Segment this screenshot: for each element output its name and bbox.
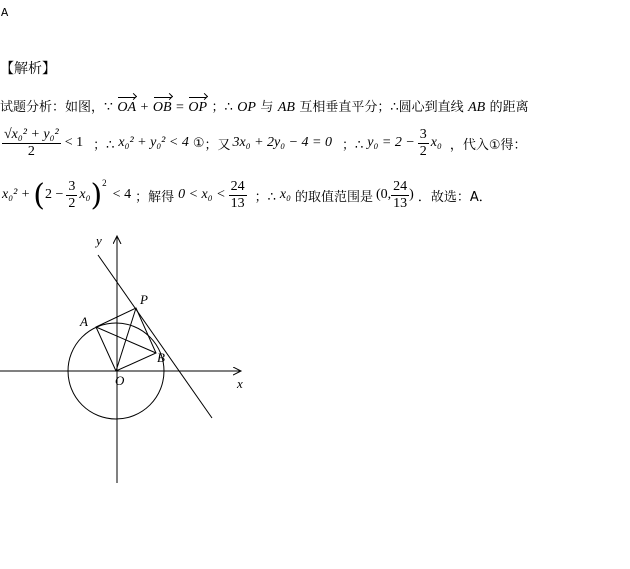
distance-numerator: √x₀² + y₀²: [4, 126, 59, 142]
geometry-figure: [0, 228, 260, 488]
range-fraction: $\frac{24}{13}$: [230, 178, 245, 211]
also-text: ；又: [204, 137, 231, 153]
line-equation: 3x₀ + 2y₀ − 4 = 0: [232, 135, 333, 150]
line-l: [98, 255, 212, 418]
three-halves: $\frac{3}{2}$: [419, 126, 427, 159]
distance-text: 的距离: [489, 100, 529, 115]
solve-text: ；解得: [135, 189, 175, 205]
solution-line-3: [2, 170, 492, 220]
range-text: 的取值范围是: [294, 189, 373, 205]
diagonal-ab: [96, 327, 156, 353]
lt-four: < 4: [112, 187, 132, 202]
y0-expression: y₀ = 2 −: [367, 135, 415, 150]
section-title: 【解析】: [0, 61, 56, 77]
therefore-3: ；∴: [342, 137, 364, 153]
label-o: O: [115, 373, 125, 388]
x0-term-2: x₀: [79, 187, 91, 202]
three-halves-2: $\frac{3}{2}$: [68, 178, 76, 211]
therefore-2: ；∴: [93, 137, 115, 153]
x0-variable: x₀: [279, 187, 291, 202]
solution-line-2: [2, 118, 527, 168]
label-p: P: [140, 292, 148, 307]
bisect-text: 互相垂直平分；∴圆心到直线: [299, 100, 464, 115]
right-paren: ): [90, 177, 103, 213]
label-b: B: [157, 350, 165, 365]
range-inequality: 0 < x₀ <: [178, 187, 226, 202]
because-symbol: ∵: [104, 100, 113, 115]
interval-close: ): [409, 187, 414, 202]
power-two: 2: [102, 178, 107, 188]
choose-text: ．故选：A．: [417, 189, 492, 205]
solution-line-1: [0, 96, 529, 118]
therefore-1: ；∴: [211, 100, 233, 115]
distance-denominator: 2: [27, 143, 35, 159]
vector-op: OP: [188, 100, 208, 115]
segment-ab: AB: [277, 100, 295, 115]
vector-oa: OA: [117, 100, 137, 115]
label-y: y: [96, 233, 102, 248]
inequality-1: x₀² + y₀² < 4: [118, 135, 189, 150]
substitute-text: ，代入①得：: [449, 137, 527, 153]
interval-open: (0,: [375, 187, 392, 202]
circled-one: ①: [192, 135, 205, 151]
therefore-4: ；∴: [254, 189, 276, 205]
line-ab: AB: [468, 100, 486, 115]
segment-op: OP: [237, 100, 256, 115]
analysis-prefix: 试题分析：如图，: [0, 100, 105, 115]
left-paren: (: [33, 177, 45, 213]
equals-sign: =: [176, 100, 184, 115]
label-a: A: [80, 314, 88, 329]
inner-expression: 2 −: [44, 187, 64, 202]
x0-squared-plus: x₀² +: [2, 187, 31, 202]
lt-one: < 1: [64, 135, 84, 150]
x0-term: x₀: [430, 135, 442, 150]
interval-fraction: $\frac{24}{13}$: [393, 178, 408, 211]
vector-ob: OB: [152, 100, 172, 115]
plus-sign: +: [140, 100, 149, 115]
distance-fraction: [2, 127, 61, 160]
label-x: x: [237, 376, 243, 391]
conj-yu: 与: [260, 100, 274, 115]
answer-letter: A: [1, 6, 9, 20]
